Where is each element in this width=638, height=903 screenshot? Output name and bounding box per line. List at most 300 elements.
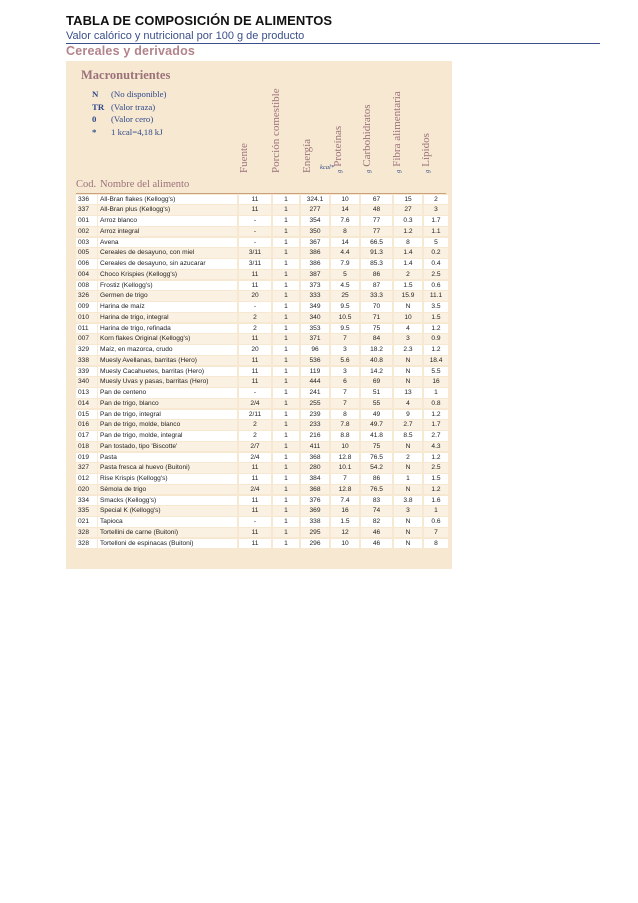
energia-value: 324.1 <box>301 195 329 205</box>
nutrition-table-panel <box>66 61 452 569</box>
lipidos-value: 0.4 <box>424 259 448 269</box>
table-row <box>76 527 451 538</box>
proteinas-value: 5 <box>331 270 359 280</box>
fibra-value: 15 <box>394 195 422 205</box>
food-name: Muesly Avellanas, barritas (Hero) <box>98 356 237 366</box>
fuente-value: - <box>239 227 271 237</box>
fuente-value: 11 <box>239 195 271 205</box>
fibra-value: 1 <box>394 474 422 484</box>
column-header-name: Nombre del alimento <box>100 179 190 190</box>
food-code: 327 <box>76 463 97 473</box>
food-name: Choco Krispies (Kellogg's) <box>98 270 237 280</box>
energia-value: 216 <box>301 431 329 441</box>
porcion-value: 1 <box>273 399 299 409</box>
carbohidratos-value: 46 <box>361 539 392 549</box>
column-header-proteinas: gProteínas <box>332 125 344 173</box>
porcion-value: 1 <box>273 506 299 516</box>
table-row <box>76 194 451 205</box>
porcion-value: 1 <box>273 345 299 355</box>
fuente-value: - <box>239 302 271 312</box>
food-name: Harina de maíz <box>98 302 237 312</box>
lipidos-value: 1 <box>424 388 448 398</box>
energia-value: 296 <box>301 539 329 549</box>
proteinas-value: 10 <box>331 195 359 205</box>
table-row <box>76 420 451 431</box>
energia-value: 373 <box>301 281 329 291</box>
carbohidratos-value: 76.5 <box>361 453 392 463</box>
table-row <box>76 366 451 377</box>
table-row <box>76 205 451 216</box>
carbohidratos-value: 40.8 <box>361 356 392 366</box>
energia-value: 349 <box>301 302 329 312</box>
proteinas-value: 4.5 <box>331 281 359 291</box>
lipidos-value: 0.9 <box>424 334 448 344</box>
lipidos-value: 3.5 <box>424 302 448 312</box>
energia-value: 241 <box>301 388 329 398</box>
fuente-value: 2/11 <box>239 410 271 420</box>
energia-value: 376 <box>301 496 329 506</box>
proteinas-value: 8 <box>331 227 359 237</box>
table-row <box>76 259 451 270</box>
carbohidratos-value: 86 <box>361 474 392 484</box>
fuente-value: 11 <box>239 205 271 215</box>
table-row <box>76 484 451 495</box>
food-name: Tapioca <box>98 517 237 527</box>
table-row <box>76 377 451 388</box>
food-name: Pan de centeno <box>98 388 237 398</box>
carbohidratos-value: 85.3 <box>361 259 392 269</box>
table-row <box>76 388 451 399</box>
lipidos-value: 16 <box>424 377 448 387</box>
carbohidratos-value: 86 <box>361 270 392 280</box>
food-code: 340 <box>76 377 97 387</box>
table-row <box>76 302 451 313</box>
proteinas-value: 16 <box>331 506 359 516</box>
fibra-value: 10 <box>394 313 422 323</box>
food-code: 018 <box>76 442 97 452</box>
proteinas-value: 10.5 <box>331 313 359 323</box>
fibra-value: N <box>394 367 422 377</box>
porcion-value: 1 <box>273 238 299 248</box>
proteinas-value: 3 <box>331 345 359 355</box>
proteinas-value: 14 <box>331 205 359 215</box>
porcion-value: 1 <box>273 388 299 398</box>
energia-value: 387 <box>301 270 329 280</box>
food-code: 336 <box>76 195 97 205</box>
proteinas-value: 4.4 <box>331 248 359 258</box>
fibra-value: 4 <box>394 399 422 409</box>
carbohidratos-value: 87 <box>361 281 392 291</box>
carbohidratos-value: 54.2 <box>361 463 392 473</box>
food-name: Arroz integral <box>98 227 237 237</box>
lipidos-value: 0.6 <box>424 281 448 291</box>
energia-value: 386 <box>301 259 329 269</box>
fibra-value: 13 <box>394 388 422 398</box>
lipidos-value: 0.2 <box>424 248 448 258</box>
energia-value: 353 <box>301 324 329 334</box>
proteinas-value: 1.5 <box>331 517 359 527</box>
column-header-fuente: Fuente <box>238 143 250 173</box>
lipidos-value: 2.5 <box>424 463 448 473</box>
food-code: 015 <box>76 410 97 420</box>
carbohidratos-value: 77 <box>361 227 392 237</box>
energia-value: 277 <box>301 205 329 215</box>
lipidos-value: 1.6 <box>424 496 448 506</box>
legend-item: * 1 kcal=4,18 kJ <box>92 126 163 137</box>
food-code: 007 <box>76 334 97 344</box>
fuente-value: - <box>239 238 271 248</box>
food-name: Harina de trigo, integral <box>98 313 237 323</box>
lipidos-value: 0.8 <box>424 399 448 409</box>
proteinas-value: 25 <box>331 291 359 301</box>
column-header-code: Cod. <box>76 179 97 190</box>
porcion-value: 1 <box>273 517 299 527</box>
carbohidratos-value: 41.8 <box>361 431 392 441</box>
column-header-carbohidratos: gCarbohidratos <box>361 104 373 173</box>
food-code: 002 <box>76 227 97 237</box>
fuente-value: 11 <box>239 506 271 516</box>
food-code: 011 <box>76 324 97 334</box>
porcion-value: 1 <box>273 474 299 484</box>
food-table <box>76 194 451 549</box>
lipidos-value: 0.6 <box>424 517 448 527</box>
fuente-value: 11 <box>239 463 271 473</box>
proteinas-value: 12.8 <box>331 485 359 495</box>
legend-item: N (No disponible) <box>92 89 167 99</box>
table-row <box>76 216 451 227</box>
table-row <box>76 463 451 474</box>
fuente-value: 20 <box>239 291 271 301</box>
food-name: Tortelloni de espinacas (Buitoni) <box>98 539 237 549</box>
food-name: Harina de trigo, refinada <box>98 324 237 334</box>
lipidos-value: 1.2 <box>424 485 448 495</box>
table-row <box>76 248 451 259</box>
table-row <box>76 441 451 452</box>
carbohidratos-value: 70 <box>361 302 392 312</box>
energia-value: 338 <box>301 517 329 527</box>
legend <box>92 88 166 138</box>
porcion-value: 1 <box>273 463 299 473</box>
food-code: 338 <box>76 356 97 366</box>
proteinas-value: 7 <box>331 399 359 409</box>
carbohidratos-value: 46 <box>361 528 392 538</box>
column-header-lipidos: gLípidos <box>420 133 432 173</box>
fibra-value: 1.5 <box>394 281 422 291</box>
food-name: Korn flakes Original (Kellogg's) <box>98 334 237 344</box>
carbohidratos-value: 67 <box>361 195 392 205</box>
food-name: All-Bran flakes (Kellogg's) <box>98 195 237 205</box>
energia-value: 536 <box>301 356 329 366</box>
macronutrients-title: Macronutrientes <box>81 68 171 82</box>
food-code: 326 <box>76 291 97 301</box>
lipidos-value: 18.4 <box>424 356 448 366</box>
column-header-energia: Energía kcal* <box>301 138 335 173</box>
carbohidratos-value: 91.3 <box>361 248 392 258</box>
proteinas-value: 8.8 <box>331 431 359 441</box>
energia-value: 444 <box>301 377 329 387</box>
column-header-fibra: gFibra alimentaria <box>391 91 403 173</box>
porcion-value: 1 <box>273 227 299 237</box>
food-name: Rise Krispis (Kellogg's) <box>98 474 237 484</box>
fuente-value: 2/4 <box>239 453 271 463</box>
energia-value: 367 <box>301 238 329 248</box>
table-row <box>76 291 451 302</box>
porcion-value: 1 <box>273 539 299 549</box>
energia-value: 255 <box>301 399 329 409</box>
fuente-value: 11 <box>239 356 271 366</box>
carbohidratos-value: 48 <box>361 205 392 215</box>
fibra-value: 3.8 <box>394 496 422 506</box>
document-title: TABLA DE COMPOSICIÓN DE ALIMENTOS <box>66 13 333 28</box>
food-name: Maíz, en mazorca, crudo <box>98 345 237 355</box>
food-code: 016 <box>76 420 97 430</box>
lipidos-value: 5.5 <box>424 367 448 377</box>
energia-value: 411 <box>301 442 329 452</box>
porcion-value: 1 <box>273 313 299 323</box>
porcion-value: 1 <box>273 431 299 441</box>
energia-value: 386 <box>301 248 329 258</box>
food-name: Cereales de desayuno, sin azucarar <box>98 259 237 269</box>
porcion-value: 1 <box>273 259 299 269</box>
proteinas-value: 7.4 <box>331 496 359 506</box>
food-code: 328 <box>76 539 97 549</box>
food-code: 003 <box>76 238 97 248</box>
carbohidratos-value: 14.2 <box>361 367 392 377</box>
food-name: Smacks (Kellogg's) <box>98 496 237 506</box>
food-code: 008 <box>76 281 97 291</box>
carbohidratos-value: 66.5 <box>361 238 392 248</box>
porcion-value: 1 <box>273 485 299 495</box>
porcion-value: 1 <box>273 195 299 205</box>
food-code: 005 <box>76 248 97 258</box>
food-code: 012 <box>76 474 97 484</box>
lipidos-value: 7 <box>424 528 448 538</box>
fuente-value: 2 <box>239 420 271 430</box>
food-code: 014 <box>76 399 97 409</box>
table-row <box>76 312 451 323</box>
food-code: 009 <box>76 302 97 312</box>
table-row <box>76 226 451 237</box>
energia-value: 239 <box>301 410 329 420</box>
porcion-value: 1 <box>273 302 299 312</box>
table-row <box>76 334 451 345</box>
fuente-value: 2 <box>239 324 271 334</box>
food-code: 017 <box>76 431 97 441</box>
proteinas-value: 9.5 <box>331 302 359 312</box>
fibra-value: 8.5 <box>394 431 422 441</box>
legend-item: TR (Valor traza) <box>92 101 156 112</box>
table-row <box>76 345 451 356</box>
fuente-value: - <box>239 216 271 226</box>
porcion-value: 1 <box>273 367 299 377</box>
food-name: Avena <box>98 238 237 248</box>
fibra-value: 1.2 <box>394 227 422 237</box>
carbohidratos-value: 49 <box>361 410 392 420</box>
fuente-value: 11 <box>239 474 271 484</box>
porcion-value: 1 <box>273 410 299 420</box>
food-name: Arroz blanco <box>98 216 237 226</box>
fuente-value: - <box>239 388 271 398</box>
fuente-value: 11 <box>239 539 271 549</box>
energia-value: 368 <box>301 453 329 463</box>
table-column-labels <box>76 179 446 194</box>
document-subtitle: Valor calórico y nutricional por 100 g de producto <box>66 30 305 42</box>
fuente-value: 11 <box>239 496 271 506</box>
carbohidratos-value: 49.7 <box>361 420 392 430</box>
carbohidratos-value: 18.2 <box>361 345 392 355</box>
lipidos-value: 8 <box>424 539 448 549</box>
carbohidratos-value: 84 <box>361 334 392 344</box>
lipidos-value: 1 <box>424 506 448 516</box>
energia-value: 350 <box>301 227 329 237</box>
food-name: Pasta fresca al huevo (Buitoni) <box>98 463 237 473</box>
fibra-value: N <box>394 377 422 387</box>
porcion-value: 1 <box>273 205 299 215</box>
energia-value: 119 <box>301 367 329 377</box>
fuente-value: 2 <box>239 431 271 441</box>
fibra-value: N <box>394 517 422 527</box>
porcion-value: 1 <box>273 528 299 538</box>
carbohidratos-value: 55 <box>361 399 392 409</box>
fibra-value: N <box>394 442 422 452</box>
carbohidratos-value: 76.5 <box>361 485 392 495</box>
table-row <box>76 506 451 517</box>
carbohidratos-value: 33.3 <box>361 291 392 301</box>
fibra-value: N <box>394 485 422 495</box>
fibra-value: 15.9 <box>394 291 422 301</box>
proteinas-value: 12.8 <box>331 453 359 463</box>
lipidos-value: 1.7 <box>424 216 448 226</box>
energia-value: 340 <box>301 313 329 323</box>
fibra-value: N <box>394 356 422 366</box>
energia-value: 369 <box>301 506 329 516</box>
food-name: Pasta <box>98 453 237 463</box>
table-row <box>76 452 451 463</box>
carbohidratos-value: 75 <box>361 324 392 334</box>
fibra-value: 8 <box>394 238 422 248</box>
food-code: 334 <box>76 496 97 506</box>
porcion-value: 1 <box>273 420 299 430</box>
proteinas-value: 10 <box>331 539 359 549</box>
porcion-value: 1 <box>273 248 299 258</box>
proteinas-value: 9.5 <box>331 324 359 334</box>
fibra-value: 3 <box>394 506 422 516</box>
carbohidratos-value: 69 <box>361 377 392 387</box>
table-row <box>76 431 451 442</box>
lipidos-value: 3 <box>424 205 448 215</box>
energia-value: 368 <box>301 485 329 495</box>
fibra-value: 9 <box>394 410 422 420</box>
fibra-value: N <box>394 528 422 538</box>
food-code: 019 <box>76 453 97 463</box>
lipidos-value: 4.3 <box>424 442 448 452</box>
carbohidratos-value: 75 <box>361 442 392 452</box>
fibra-value: 2 <box>394 453 422 463</box>
fuente-value: 11 <box>239 528 271 538</box>
carbohidratos-value: 82 <box>361 517 392 527</box>
carbohidratos-value: 71 <box>361 313 392 323</box>
fibra-value: 2 <box>394 270 422 280</box>
proteinas-value: 7.6 <box>331 216 359 226</box>
table-row <box>76 323 451 334</box>
lipidos-value: 1.2 <box>424 453 448 463</box>
porcion-value: 1 <box>273 496 299 506</box>
fibra-value: 4 <box>394 324 422 334</box>
proteinas-value: 7 <box>331 388 359 398</box>
food-code: 020 <box>76 485 97 495</box>
food-code: 021 <box>76 517 97 527</box>
fuente-value: 11 <box>239 281 271 291</box>
lipidos-value: 11.1 <box>424 291 448 301</box>
carbohidratos-value: 77 <box>361 216 392 226</box>
food-code: 329 <box>76 345 97 355</box>
energia-value: 384 <box>301 474 329 484</box>
food-name: Germen de trigo <box>98 291 237 301</box>
proteinas-value: 8 <box>331 410 359 420</box>
lipidos-value: 2 <box>424 195 448 205</box>
table-row <box>76 474 451 485</box>
table-row <box>76 517 451 528</box>
food-code: 001 <box>76 216 97 226</box>
fuente-value: 2/4 <box>239 399 271 409</box>
food-code: 004 <box>76 270 97 280</box>
food-name: Muesly Uvas y pasas, barritas (Hero) <box>98 377 237 387</box>
food-code: 328 <box>76 528 97 538</box>
lipidos-value: 1.5 <box>424 474 448 484</box>
food-code: 006 <box>76 259 97 269</box>
table-row <box>76 269 451 280</box>
porcion-value: 1 <box>273 324 299 334</box>
table-row <box>76 398 451 409</box>
fibra-value: 0.3 <box>394 216 422 226</box>
lipidos-value: 1.2 <box>424 410 448 420</box>
proteinas-value: 7 <box>331 334 359 344</box>
porcion-value: 1 <box>273 281 299 291</box>
fibra-value: 1.4 <box>394 259 422 269</box>
proteinas-value: 7 <box>331 474 359 484</box>
energia-value: 233 <box>301 420 329 430</box>
lipidos-value: 1.7 <box>424 420 448 430</box>
lipidos-value: 5 <box>424 238 448 248</box>
proteinas-value: 6 <box>331 377 359 387</box>
fuente-value: 2/4 <box>239 485 271 495</box>
proteinas-value: 10.1 <box>331 463 359 473</box>
proteinas-value: 14 <box>331 238 359 248</box>
fibra-value: 3 <box>394 334 422 344</box>
proteinas-value: 10 <box>331 442 359 452</box>
proteinas-value: 12 <box>331 528 359 538</box>
food-name: Pan de trigo, integral <box>98 410 237 420</box>
carbohidratos-value: 51 <box>361 388 392 398</box>
lipidos-value: 1.5 <box>424 313 448 323</box>
lipidos-value: 2.7 <box>424 431 448 441</box>
fuente-value: 3/11 <box>239 248 271 258</box>
fuente-value: 11 <box>239 367 271 377</box>
lipidos-value: 2.5 <box>424 270 448 280</box>
table-row <box>76 495 451 506</box>
fibra-value: 1.4 <box>394 248 422 258</box>
food-name: Special K (Kellogg's) <box>98 506 237 516</box>
fibra-value: 2.7 <box>394 420 422 430</box>
energia-value: 333 <box>301 291 329 301</box>
food-code: 013 <box>76 388 97 398</box>
lipidos-value: 1.1 <box>424 227 448 237</box>
food-name: Cereales de desayuno, con miel <box>98 248 237 258</box>
section-title: Cereales y derivados <box>66 44 196 58</box>
food-name: Pan de trigo, molde, blanco <box>98 420 237 430</box>
table-row <box>76 237 451 248</box>
fibra-value: 2.3 <box>394 345 422 355</box>
